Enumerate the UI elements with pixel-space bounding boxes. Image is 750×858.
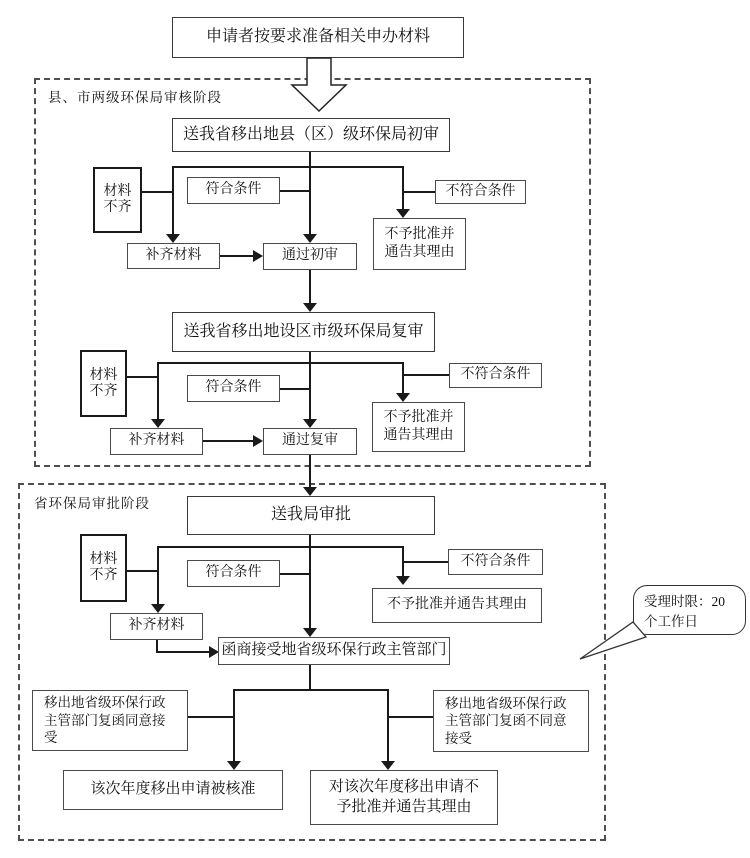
callout-tail-icon	[570, 615, 654, 665]
connector-line	[404, 191, 435, 193]
reject-box-3: 不予批准并通告其理由	[372, 588, 542, 623]
arrowhead-down	[303, 628, 317, 637]
not-meet-conditions-box-1: 不符合条件	[435, 180, 526, 204]
reply-disagree-box	[433, 690, 589, 752]
connector-line	[389, 716, 433, 718]
reply-agree-box	[32, 690, 188, 751]
connector-line	[280, 388, 310, 390]
meets-conditions-box-2: 符合条件	[187, 375, 280, 402]
callout-line1: 受理时限：20	[644, 594, 725, 609]
start-box: 申请者按要求准备相关申办材料	[172, 17, 464, 58]
connector-line	[309, 455, 311, 488]
supplement-materials-box-3: 补齐材料	[110, 613, 203, 640]
connector-line	[157, 546, 159, 604]
connector-line	[402, 166, 404, 210]
reject-label-1: 不予批准并通告其理由	[384, 226, 455, 260]
connector-line	[188, 716, 233, 718]
arrowhead-down	[303, 303, 317, 312]
connector-line	[127, 570, 158, 572]
meets-conditions-box-1: 符合条件	[187, 177, 280, 204]
connector-line	[233, 689, 235, 762]
arrowhead-right	[253, 435, 263, 447]
connector-line	[402, 362, 404, 395]
arrowhead-down	[396, 393, 410, 402]
connector-line	[172, 166, 174, 234]
connector-line	[387, 689, 389, 762]
arrowhead-down	[227, 761, 241, 770]
connector-line	[157, 546, 403, 548]
materials-incomplete-label-2: 材料不齐	[89, 367, 118, 399]
reject-box-1	[373, 218, 466, 270]
region2-label: 省环保局审批阶段	[34, 496, 150, 511]
connector-line	[142, 191, 174, 193]
connector-line	[404, 374, 449, 376]
connector-line	[127, 376, 158, 378]
materials-incomplete-label-1: 材料不齐	[103, 184, 132, 215]
re-review-box: 送我省移出地设区市级环保局复审	[172, 312, 435, 352]
connector-line	[309, 535, 311, 628]
materials-incomplete-box-1	[93, 167, 142, 233]
reject-label-2: 不予批准并通告其理由	[383, 409, 454, 443]
arrowhead-down	[303, 419, 317, 428]
callout-line2: 个工作日	[644, 613, 698, 629]
consult-department-box: 函商接受地省级环保行政主管部门	[218, 637, 450, 665]
connector-line	[404, 561, 448, 563]
arrowhead-down	[381, 761, 395, 770]
arrowhead-down	[303, 234, 317, 243]
materials-incomplete-box-3	[80, 534, 127, 602]
materials-incomplete-box-2	[80, 350, 127, 417]
reply-agree-label: 移出地省级环保行政主管部门复函同意接受	[44, 695, 166, 746]
arrowhead-down	[303, 487, 317, 496]
arrowhead-down	[151, 604, 165, 613]
initial-review-box: 送我省移出地县（区）级环保局初审	[172, 118, 450, 152]
final-reject-label: 对该次年度移出申请不予批准并通告其理由	[328, 779, 479, 815]
connector-line	[156, 651, 210, 653]
connector-line	[280, 190, 310, 192]
meets-conditions-box-3: 符合条件	[187, 560, 280, 587]
connector-line	[309, 152, 311, 234]
not-meet-conditions-box-3: 不符合条件	[448, 549, 543, 575]
connector-line	[203, 440, 255, 442]
bureau-approval-box: 送我局审批	[187, 496, 435, 535]
reject-box-2	[372, 402, 465, 452]
connector-line	[309, 270, 311, 304]
connector-line	[220, 255, 254, 257]
arrowhead-down	[166, 234, 180, 243]
connector-line	[157, 362, 403, 364]
arrowhead-right	[253, 250, 263, 262]
reply-disagree-label: 移出地省级环保行政主管部门复函不同意接受	[445, 695, 567, 746]
final-reject-result-box	[310, 770, 498, 825]
connector-line	[233, 689, 389, 691]
connector-line	[280, 573, 310, 575]
connector-line	[157, 362, 159, 420]
connector-line	[172, 166, 403, 168]
approved-result-box: 该次年度移出申请被核准	[63, 770, 283, 810]
arrowhead-down	[396, 576, 410, 585]
supplement-materials-box-1: 补齐材料	[127, 243, 220, 269]
arrowhead-down	[396, 209, 410, 218]
pass-initial-review-box: 通过初审	[263, 243, 357, 270]
pass-re-review-box: 通过复审	[263, 428, 357, 455]
arrowhead-down	[151, 419, 165, 428]
materials-incomplete-label-3: 材料不齐	[89, 552, 118, 583]
not-meet-conditions-box-2: 不符合条件	[449, 363, 542, 388]
connector-line	[309, 665, 311, 691]
supplement-materials-box-2: 补齐材料	[110, 428, 203, 455]
region1-label: 县、市两级环保局审核阶段	[48, 90, 222, 105]
block-arrow-down-icon	[284, 57, 354, 113]
